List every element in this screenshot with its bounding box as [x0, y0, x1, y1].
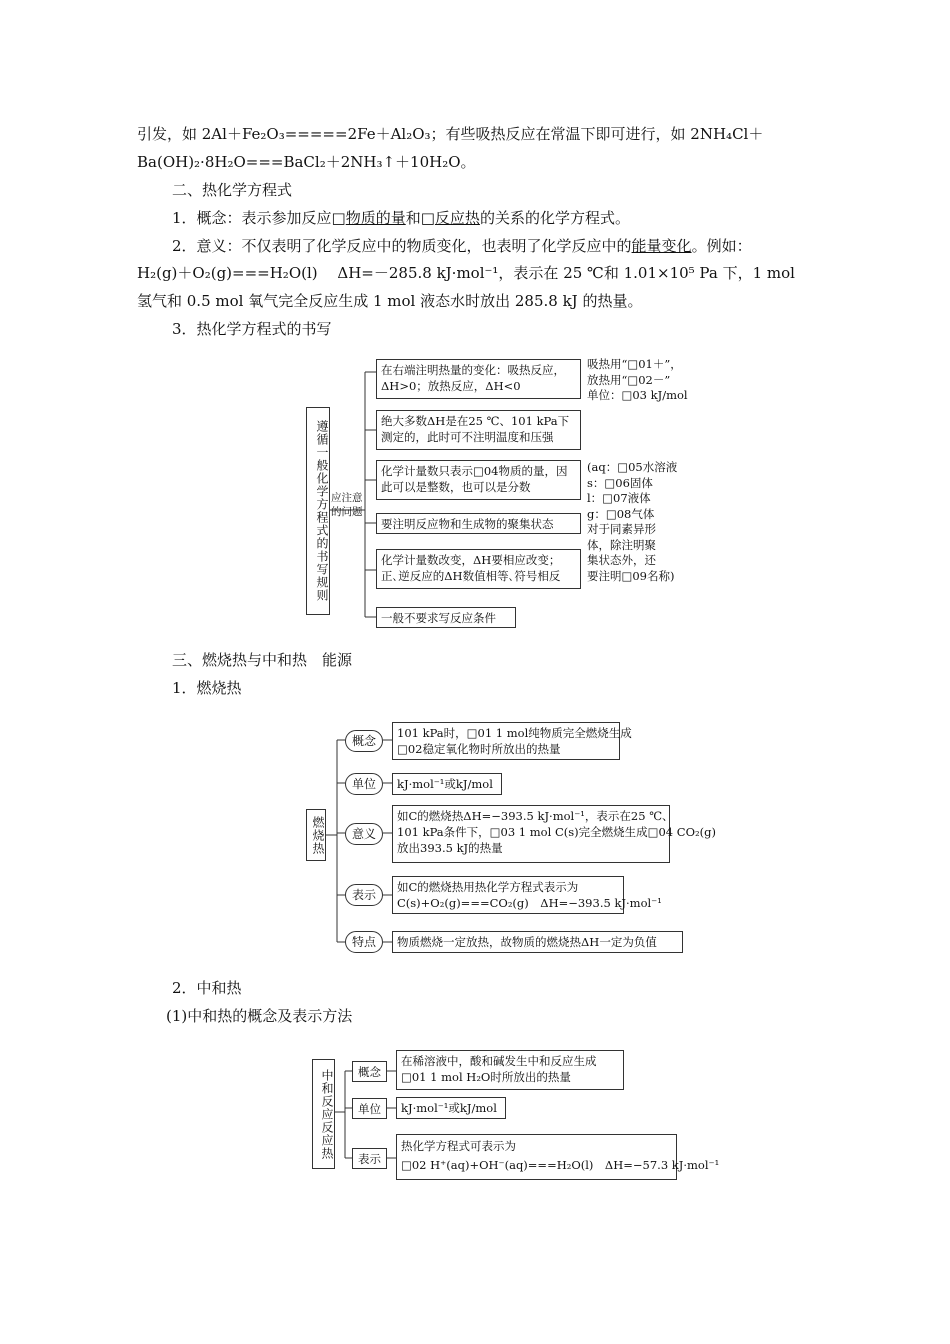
- combustion-heading: 1．燃烧热: [172, 679, 242, 697]
- neutralization-root-box: 中和反应反应热: [312, 1059, 335, 1169]
- heat-sign-notes: 吸热用“□01＋”， 放热用“□02－” 单位：□03 kJ/mol: [587, 357, 688, 402]
- combustion-unit-box: kJ·mol⁻¹或kJ/mol: [392, 773, 502, 795]
- rule-root-box: 遵循一般化学方程式的书写规则: [306, 407, 330, 615]
- attention-label: 应注意的问题: [331, 492, 363, 518]
- rule-box-state: 要注明反应物和生成物的聚集状态: [376, 513, 581, 534]
- neutralization-label-unit: 单位: [352, 1098, 387, 1119]
- neutralization-heading: 2．中和热: [172, 979, 242, 997]
- neutralization-subheading: (1)中和热的概念及表示方法: [166, 1007, 353, 1025]
- combustion-feature-box: 物质燃烧一定放热，故物质的燃烧热ΔH一定为负值: [392, 931, 683, 953]
- combustion-label-feature: 特点: [345, 931, 383, 953]
- combustion-meaning-box: 如C的燃烧热ΔH=−393.5 kJ·mol⁻¹，表示在25 ℃、 101 kPa条件下，□03 1 mol C(s)完全燃烧生成□04 CO₂(g) 放出393.5 kJ的热量: [392, 805, 670, 863]
- state-notes: (aq：□05水溶液 s：□06固体 l：□07液体 g：□08气体 对于同素异形 体，除注明聚 集状态外，还 要注明□09名称): [587, 460, 678, 583]
- combustion-label-concept: 概念: [345, 730, 383, 752]
- neutralization-concept-box: 在稀溶液中，酸和碱发生中和反应生成 □01 1 mol H₂O时所放出的热量: [396, 1050, 624, 1090]
- rule-box-heat: 在右端注明热量的变化：吸热反应， ΔH>0；放热反应，ΔH<0: [376, 359, 581, 399]
- intro-line-1: 引发，如 2Al＋Fe₂O₃=====2Fe＋Al₂O₃；有些吸热反应在常温下即可进行，如 2NH₄Cl＋: [137, 125, 764, 143]
- rule-box-change: 化学计量数改变，ΔH要相应改变； 正､逆反应的ΔH数值相等､符号相反: [376, 549, 581, 589]
- neutralization-label-represent: 表示: [352, 1148, 387, 1169]
- section2-heading: 二、热化学方程式: [172, 181, 293, 199]
- rule-box-conditions-omit: 一般不要求写反应条件: [376, 607, 516, 628]
- combustion-label-represent: 表示: [345, 884, 383, 906]
- equation-explain-line: 氢气和 0.5 mol 氧气完全反应生成 1 mol 液态水时放出 285.8 kJ 的热量。: [137, 292, 643, 310]
- combustion-label-unit: 单位: [345, 773, 383, 795]
- concept-line: 1．概念：表示参加反应□物质的量和□反应热的关系的化学方程式。: [172, 209, 630, 227]
- combustion-represent-box: 如C的燃烧热用热化学方程式表示为 C(s)+O₂(g)===CO₂(g) ΔH=−393.5 kJ·mol⁻¹: [392, 876, 624, 914]
- meaning-line: 2．意义：不仅表明了化学反应中的物质变化，也表明了化学反应中的能量变化。例如：: [172, 237, 752, 255]
- writing-heading: 3．热化学方程式的书写: [172, 320, 332, 338]
- neutralization-unit-box: kJ·mol⁻¹或kJ/mol: [396, 1097, 506, 1119]
- combustion-root-box: 燃烧热: [306, 809, 326, 861]
- rule-box-coefficients: 化学计量数只表示□04物质的量，因 此可以是整数，也可以是分数: [376, 460, 581, 500]
- rule-box-conditions: 绝大多数ΔH是在25 ℃、101 kPa下 测定的，此时可不注明温度和压强: [376, 410, 581, 450]
- neutralization-label-concept: 概念: [352, 1061, 387, 1082]
- section3-heading: 三、燃烧热与中和热 能源: [172, 651, 353, 669]
- combustion-label-meaning: 意义: [345, 823, 383, 845]
- equation-line: H₂(g)＋O₂(g)===H₂O(l) ΔH=－285.8 kJ·mol⁻¹，表示在 25 ℃和 1.01×10⁵ Pa 下，1 mol: [137, 264, 795, 282]
- neutralization-represent-box: 热化学方程式可表示为 □02 H⁺(aq)+OH⁻(aq)===H₂O(l) ΔH=−57.3 kJ·mol⁻¹: [396, 1134, 677, 1180]
- combustion-concept-box: 101 kPa时，□01 1 mol纯物质完全燃烧生成 □02稳定氧化物时所放出的热量: [392, 722, 620, 760]
- intro-line-2: Ba(OH)₂·8H₂O===BaCl₂＋2NH₃↑＋10H₂O。: [137, 153, 476, 171]
